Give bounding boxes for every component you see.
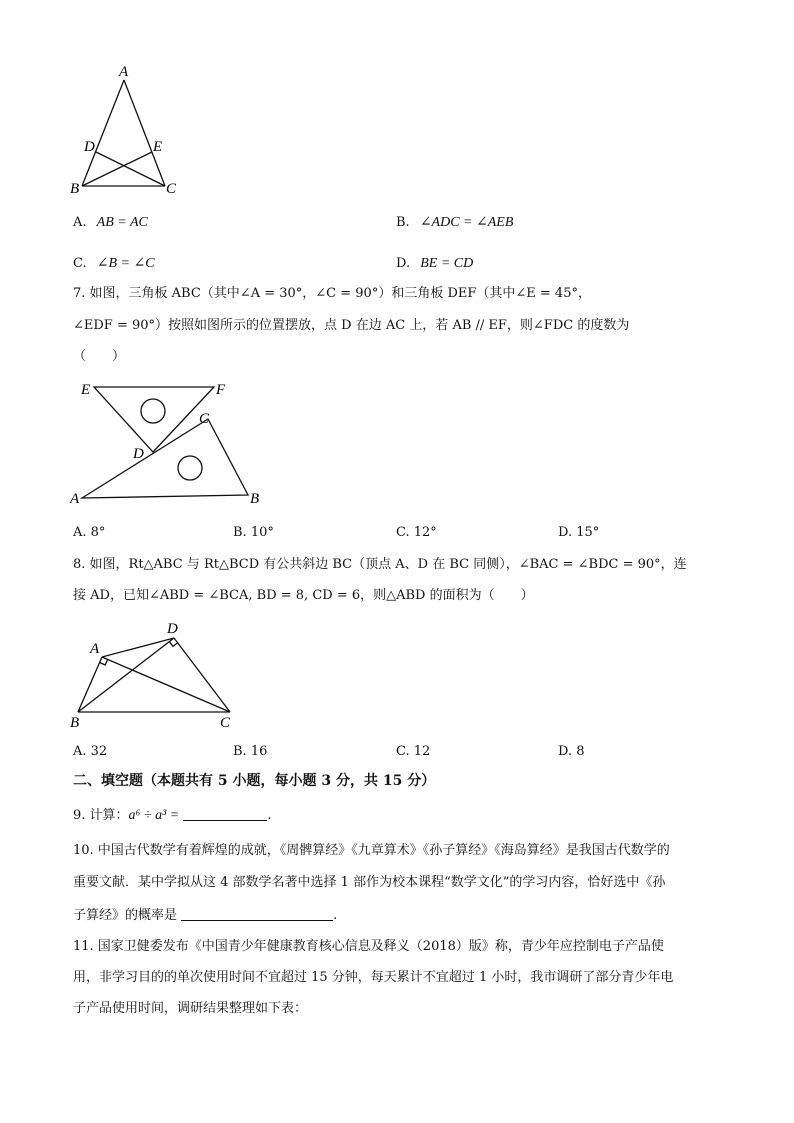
label-E: E — [153, 139, 163, 155]
q6-option-a[interactable] — [73, 215, 148, 231]
q10-line-3-text: 子算经》的概率是 — [73, 908, 178, 923]
triangle-DEF — [94, 387, 214, 452]
label-F: F — [216, 382, 226, 398]
q8-line-1: 8. 如图，Rt△ABC 与 Rt△BCD 有公共斜边 BC（顶点 A、D 在 BC 同侧），∠BAC = ∠BDC = 90°，连 — [73, 557, 687, 572]
label-B: B — [250, 491, 260, 506]
label-D: D — [167, 621, 178, 637]
hole-circle-def — [141, 399, 165, 423]
q9-answer-blank[interactable] — [183, 806, 267, 821]
segment-AC — [124, 80, 165, 186]
segment-BE — [82, 152, 152, 186]
option-text: AB = AC — [96, 215, 148, 230]
q9 — [73, 806, 272, 824]
label-B: B — [70, 181, 80, 197]
q9-prefix: 9. 计算： — [73, 808, 129, 823]
triangle-ABC — [82, 419, 248, 498]
option-letter: D. — [396, 256, 411, 271]
q10-line-3 — [73, 906, 337, 924]
q8-option-d[interactable]: D. 8 — [558, 744, 585, 759]
q9-suffix: . — [267, 808, 272, 823]
q7-line-3: （ ） — [73, 349, 126, 364]
q9-expression: a⁶ ÷ a³ = — [128, 808, 180, 823]
option-text: BE = CD — [420, 256, 474, 271]
label-D: D — [84, 139, 95, 155]
section-heading: 二、填空题（本题共有 5 小题，每小题 3 分，共 15 分） — [73, 773, 436, 789]
q10-answer-blank[interactable] — [181, 906, 333, 921]
q8-option-b[interactable]: B. 16 — [233, 744, 268, 759]
option-letter: A. — [73, 215, 87, 230]
option-text: ∠B = ∠C — [96, 256, 155, 271]
segment-AC — [102, 657, 230, 712]
option-letter: C. — [73, 256, 87, 271]
q7-option-b[interactable]: B. 10° — [233, 525, 274, 540]
figure-q7-triangles — [66, 374, 276, 506]
figure-q8-quadrilateral — [66, 614, 246, 730]
q8-option-c[interactable]: C. 12 — [396, 744, 431, 759]
segment-AB — [82, 80, 124, 186]
q7-option-a[interactable]: A. 8° — [73, 525, 106, 540]
segment-AD — [102, 638, 174, 657]
figure-q6-triangle — [66, 62, 186, 202]
label-C: C — [220, 715, 231, 730]
q10-line-2: 重要文献．某中学拟从这 4 部数学名著中选择 1 部作为校本课程“数学文化”的学习内容，恰好选中《孙 — [73, 875, 666, 890]
segment-AB — [78, 657, 102, 712]
q6-option-d[interactable] — [396, 256, 473, 272]
label-C: C — [199, 411, 210, 427]
q7-option-c[interactable]: C. 12° — [396, 525, 437, 540]
q6-option-b[interactable] — [396, 215, 513, 231]
segment-DC — [174, 638, 230, 712]
label-B: B — [70, 715, 80, 730]
q7-line-1: 7. 如图，三角板 ABC（其中∠A = 30°，∠C = 90°）和三角板 DEF（其中∠E = 45°， — [73, 286, 591, 301]
label-A: A — [119, 64, 129, 80]
q11-line-1: 11. 国家卫健委发布《中国青少年健康教育核心信息及释义（2018）版》称，青少年应控制电子产品使 — [73, 939, 664, 954]
right-angle-mark-D — [169, 642, 177, 647]
q10-suffix: . — [333, 908, 338, 923]
q8-option-a[interactable]: A. 32 — [73, 744, 108, 759]
segment-CD — [96, 152, 165, 186]
q7-option-d[interactable]: D. 15° — [558, 525, 600, 540]
q10-line-1: 10. 中国古代数学有着辉煌的成就，《周髀算经》《九章算术》《孙子算经》《海岛算经》是我国古代数学的 — [73, 843, 670, 858]
label-D: D — [133, 446, 144, 462]
q7-line-2: ∠EDF = 90°）按照如图所示的位置摆放，点 D 在边 AC 上，若 AB // EF，则∠FDC 的度数为 — [73, 318, 630, 333]
q11-line-3: 子产品使用时间，调研结果整理如下表： — [73, 1001, 308, 1016]
label-C: C — [166, 181, 177, 197]
option-text: ∠ADC = ∠AEB — [419, 215, 514, 230]
label-A: A — [90, 641, 100, 657]
hole-circle-abc — [178, 456, 202, 480]
label-A: A — [70, 491, 80, 506]
q6-option-c[interactable] — [73, 256, 155, 272]
q11-line-2: 用，非学习目的的单次使用时间不宜超过 15 分钟，每天累计不宜超过 1 小时，我市调研了部分青少年电 — [73, 970, 674, 985]
q8-line-2: 接 AD，已知∠ABD = ∠BCA, BD = 8, CD = 6，则△ABD 的面积为（ ） — [73, 588, 534, 603]
option-letter: B. — [396, 215, 410, 230]
label-E: E — [81, 382, 91, 398]
